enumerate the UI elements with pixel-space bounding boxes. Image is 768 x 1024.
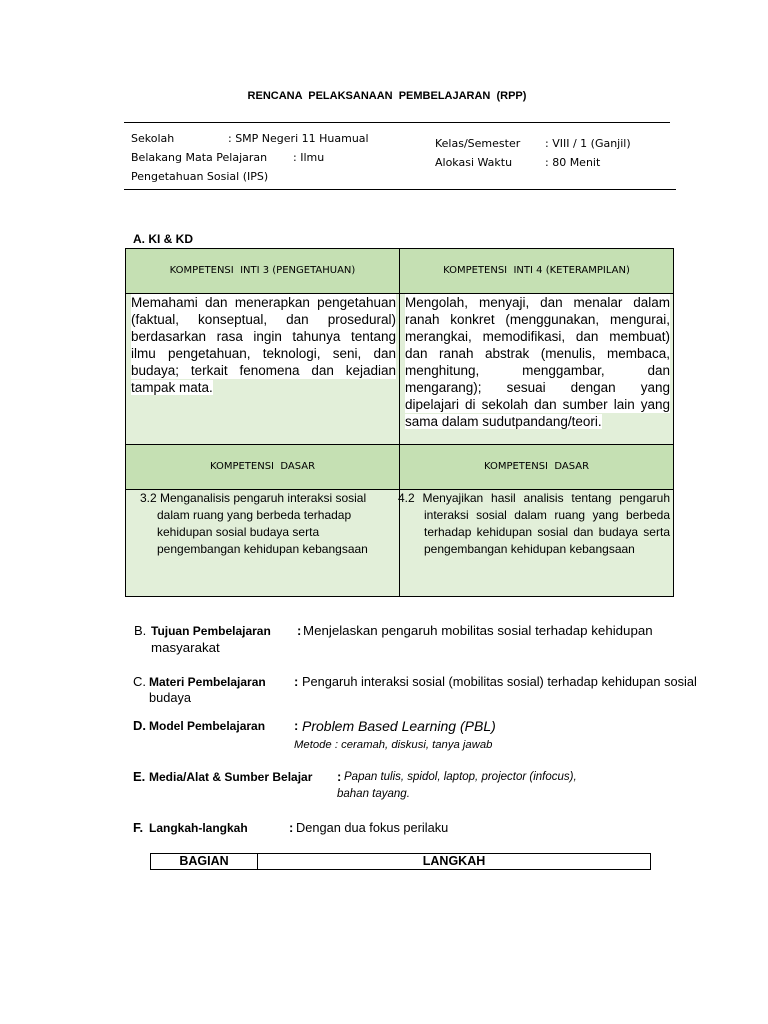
- ki4-content-cell: [399, 293, 674, 445]
- ki4-line: mengarang); sesuai dengan yang: [405, 380, 670, 395]
- kd4-line: 4.2 Menyajikan hasil analisis tentang pengaruh: [398, 491, 670, 505]
- ki4-line: dipelajari di sekolah dan sumber lain yang: [405, 397, 670, 412]
- school-label: Sekolah: [131, 132, 175, 145]
- ki3-content-cell: [125, 293, 400, 445]
- ki4-last-line: [405, 413, 670, 430]
- class-semester-label: Kelas/Semester: [435, 137, 521, 150]
- kd3-line: dalam ruang yang berbeda terhadap: [157, 508, 352, 522]
- kd3-header-cell: [125, 444, 400, 490]
- header-top-rule: [124, 122, 670, 123]
- time-allocation-value: : 80 Menit: [545, 156, 601, 169]
- ki3-last-line: [131, 379, 396, 396]
- item-b-label: Tujuan Pembelajaran: [151, 624, 271, 638]
- ki3-header: KOMPETENSI INTI 3 (PENGETAHUAN): [169, 265, 356, 276]
- subject-value: : Ilmu: [293, 151, 325, 164]
- subject-value-continued: Pengetahuan Sosial (IPS): [131, 170, 269, 183]
- ki3-line: berdasarkan rasa ingin tahunya tentang: [131, 329, 396, 344]
- class-semester-value: : VIII / 1 (Ganjil): [545, 137, 631, 150]
- item-b-letter: B.: [134, 623, 147, 638]
- kd4-line: terhadap kehidupan sosial dan budaya serta: [424, 525, 670, 539]
- ki4-line: ranah konkret (menggunakan, mengurai,: [405, 312, 670, 327]
- item-c-value: Pengaruh interaksi sosial (mobilitas sosial) terhadap kehidupan sosial: [302, 674, 697, 689]
- kd3-line: 3.2 Menganalisis pengaruh interaksi sosial: [140, 491, 367, 505]
- steps-table: [150, 853, 651, 870]
- ki4-line: merangkai, memodifikasi, dan membuat): [405, 329, 670, 344]
- ki3-line: ilmu pengetahuan, teknologi, seni, dan: [131, 346, 396, 361]
- item-e-value-continued: bahan tayang.: [337, 788, 410, 800]
- item-b-colon: :: [297, 623, 302, 638]
- item-e-colon: :: [337, 769, 342, 784]
- ki3-line: budaya; terkait fenomena dan kejadian: [131, 363, 396, 378]
- kd3-line: kehidupan sosial budaya serta: [157, 525, 320, 539]
- item-f-letter: F.: [133, 820, 144, 835]
- kd3-line: pengembangan kehidupan kebangsaan: [157, 542, 368, 556]
- ki4-header-cell: [399, 248, 674, 294]
- kd3-content-cell: [125, 489, 400, 597]
- item-c-colon: :: [294, 674, 299, 689]
- item-f-colon: :: [289, 820, 294, 835]
- kd4-line: pengembangan kehidupan kebangsaan: [424, 542, 635, 556]
- item-b-value: Menjelaskan pengaruh mobilitas sosial terhadap kehidupan: [303, 623, 653, 638]
- item-e-letter: E.: [133, 769, 146, 784]
- kd3-header: KOMPETENSI DASAR: [209, 461, 316, 472]
- ki3-line: Memahami dan menerapkan pengetahuan: [131, 295, 396, 310]
- item-f-label: Langkah-langkah: [149, 821, 248, 835]
- ki4-line: dan ranah abstrak (menulis, membaca,: [405, 346, 670, 361]
- document-title: RENCANA PELAKSANAAN PEMBELAJARAN (RPP): [247, 90, 527, 102]
- ki3-line: (faktual, konseptual, dan prosedural): [131, 312, 396, 327]
- ki4-header: KOMPETENSI INTI 4 (KETERAMPILAN): [443, 265, 630, 276]
- item-c-label: Materi Pembelajaran: [149, 675, 266, 689]
- kd4-header: KOMPETENSI DASAR: [483, 461, 590, 472]
- item-e-value: Papan tulis, spidol, laptop, projector (infocus),: [344, 771, 577, 783]
- ki3-header-cell: [125, 248, 400, 294]
- item-c-letter: C.: [133, 674, 146, 689]
- item-d-method: Metode : ceramah, diskusi, tanya jawab: [294, 739, 493, 751]
- header-bottom-rule: [124, 189, 676, 190]
- item-d-colon: :: [294, 718, 299, 733]
- item-b-value-continued: masyarakat: [151, 640, 220, 655]
- subject-label: Belakang Mata Pelajaran: [131, 151, 268, 164]
- ki3-line: tampak mata.: [131, 380, 213, 395]
- ki-kd-table: [125, 248, 674, 597]
- ki4-line: sama dalam sudutpandang/teori.: [405, 414, 602, 429]
- time-allocation-label: Alokasi Waktu: [435, 156, 513, 169]
- section-a-heading: A. KI & KD: [133, 232, 193, 246]
- ki4-line: Mengolah, menyaji, dan menalar dalam: [405, 295, 670, 310]
- item-d-label: Model Pembelajaran: [149, 719, 266, 733]
- ki4-line: menghitung, menggambar, dan: [405, 363, 670, 378]
- kd4-content-cell: [399, 489, 674, 597]
- item-f-value: Dengan dua fokus perilaku: [296, 820, 449, 835]
- steps-header-langkah: LANGKAH: [257, 853, 651, 870]
- kd4-header-cell: [399, 444, 674, 490]
- kd4-line: interaksi sosial dalam ruang yang berbeda: [424, 508, 670, 522]
- item-c-value-continued: budaya: [149, 690, 191, 705]
- item-d-letter: D.: [133, 718, 146, 733]
- item-d-value: Problem Based Learning (PBL): [302, 718, 496, 734]
- steps-header-bagian: BAGIAN: [150, 853, 258, 870]
- school-value: : SMP Negeri 11 Huamual: [228, 132, 369, 145]
- item-e-label: Media/Alat & Sumber Belajar: [149, 770, 313, 784]
